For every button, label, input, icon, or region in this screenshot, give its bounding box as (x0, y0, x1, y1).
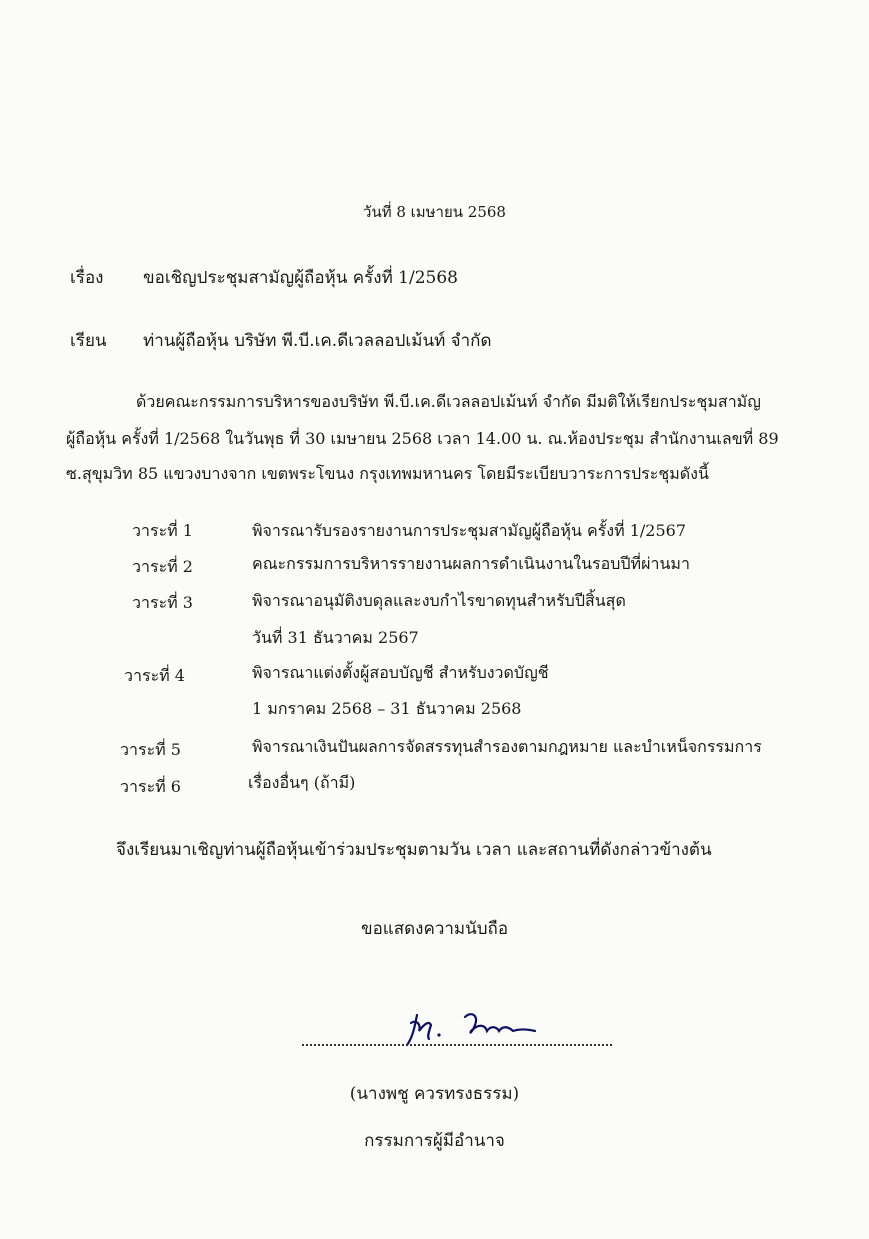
agenda-number: วาระที่ 5 (120, 740, 181, 759)
agenda-text: เรื่องอื่นๆ (ถ้ามี) (248, 773, 356, 792)
subject-text: ขอเชิญประชุมสามัญผู้ถือหุ้น ครั้งที่ 1/2568 (143, 268, 458, 288)
recipient-label: เรียน (70, 331, 107, 351)
recipient-text: ท่านผู้ถือหุ้น บริษัท พี.บี.เค.ดีเวลลอปเม้นท์ จำกัด (143, 331, 492, 351)
body-line-1: ด้วยคณะกรรมการบริหารของบริษัท พี.บี.เค.ดีเวลลอปเม้นท์ จำกัด มีมติให้เรียกประชุมสามัญ (136, 392, 761, 411)
agenda-text: พิจารณาแต่งตั้งผู้สอบบัญชี สำหรับงวดบัญชี (252, 663, 549, 682)
agenda-text: พิจารณาอนุมัติงบดุลและงบกำไรขาดทุนสำหรับปีสิ้นสุด (252, 591, 626, 610)
agenda-text-continued: วันที่ 31 ธันวาคม 2567 (252, 628, 419, 647)
agenda-text: พิจารณารับรองรายงานการประชุมสามัญผู้ถือหุ้น ครั้งที่ 1/2567 (252, 521, 686, 540)
agenda-number: วาระที่ 1 (132, 521, 193, 540)
agenda-text: คณะกรรมการบริหารรายงานผลการดำเนินงานในรอบปีที่ผ่านมา (252, 554, 690, 573)
signer-name: (นางพชู ควรทรงธรรม) (349, 1084, 520, 1104)
signer-position: กรรมการผู้มีอำนาจ (364, 1131, 505, 1151)
letter-date: วันที่ 8 เมษายน 2568 (363, 203, 506, 221)
regards-line: ขอแสดงความนับถือ (360, 919, 509, 939)
agenda-number: วาระที่ 2 (132, 557, 193, 576)
signature-dotted-line (302, 1040, 612, 1046)
agenda-number: วาระที่ 6 (120, 777, 181, 796)
agenda-number: วาระที่ 4 (124, 666, 185, 685)
body-line-3: ซ.สุขุมวิท 85 แขวงบางจาก เขตพระโขนง กรุงเทพมหานคร โดยมีระเบียบวาระการประชุมดังนี้ (66, 464, 709, 483)
body-line-2: ผู้ถือหุ้น ครั้งที่ 1/2568 ในวันพุธ ที่ 30 เมษายน 2568 เวลา 14.00 น. ณ.ห้องประชุม สำนักงานเลขที่ 89 (66, 429, 779, 448)
handwritten-signature (395, 995, 555, 1055)
agenda-number: วาระที่ 3 (132, 593, 193, 612)
closing-paragraph: จึงเรียนมาเชิญท่านผู้ถือหุ้นเข้าร่วมประชุมตามวัน เวลา และสถานที่ดังกล่าวข้างต้น (116, 840, 712, 860)
subject-label: เรื่อง (70, 268, 104, 288)
agenda-text-continued: 1 มกราคม 2568 – 31 ธันวาคม 2568 (252, 699, 522, 718)
agenda-text: พิจารณาเงินปันผลการจัดสรรทุนสำรองตามกฎหมาย และบำเหน็จกรรมการ (252, 737, 762, 756)
